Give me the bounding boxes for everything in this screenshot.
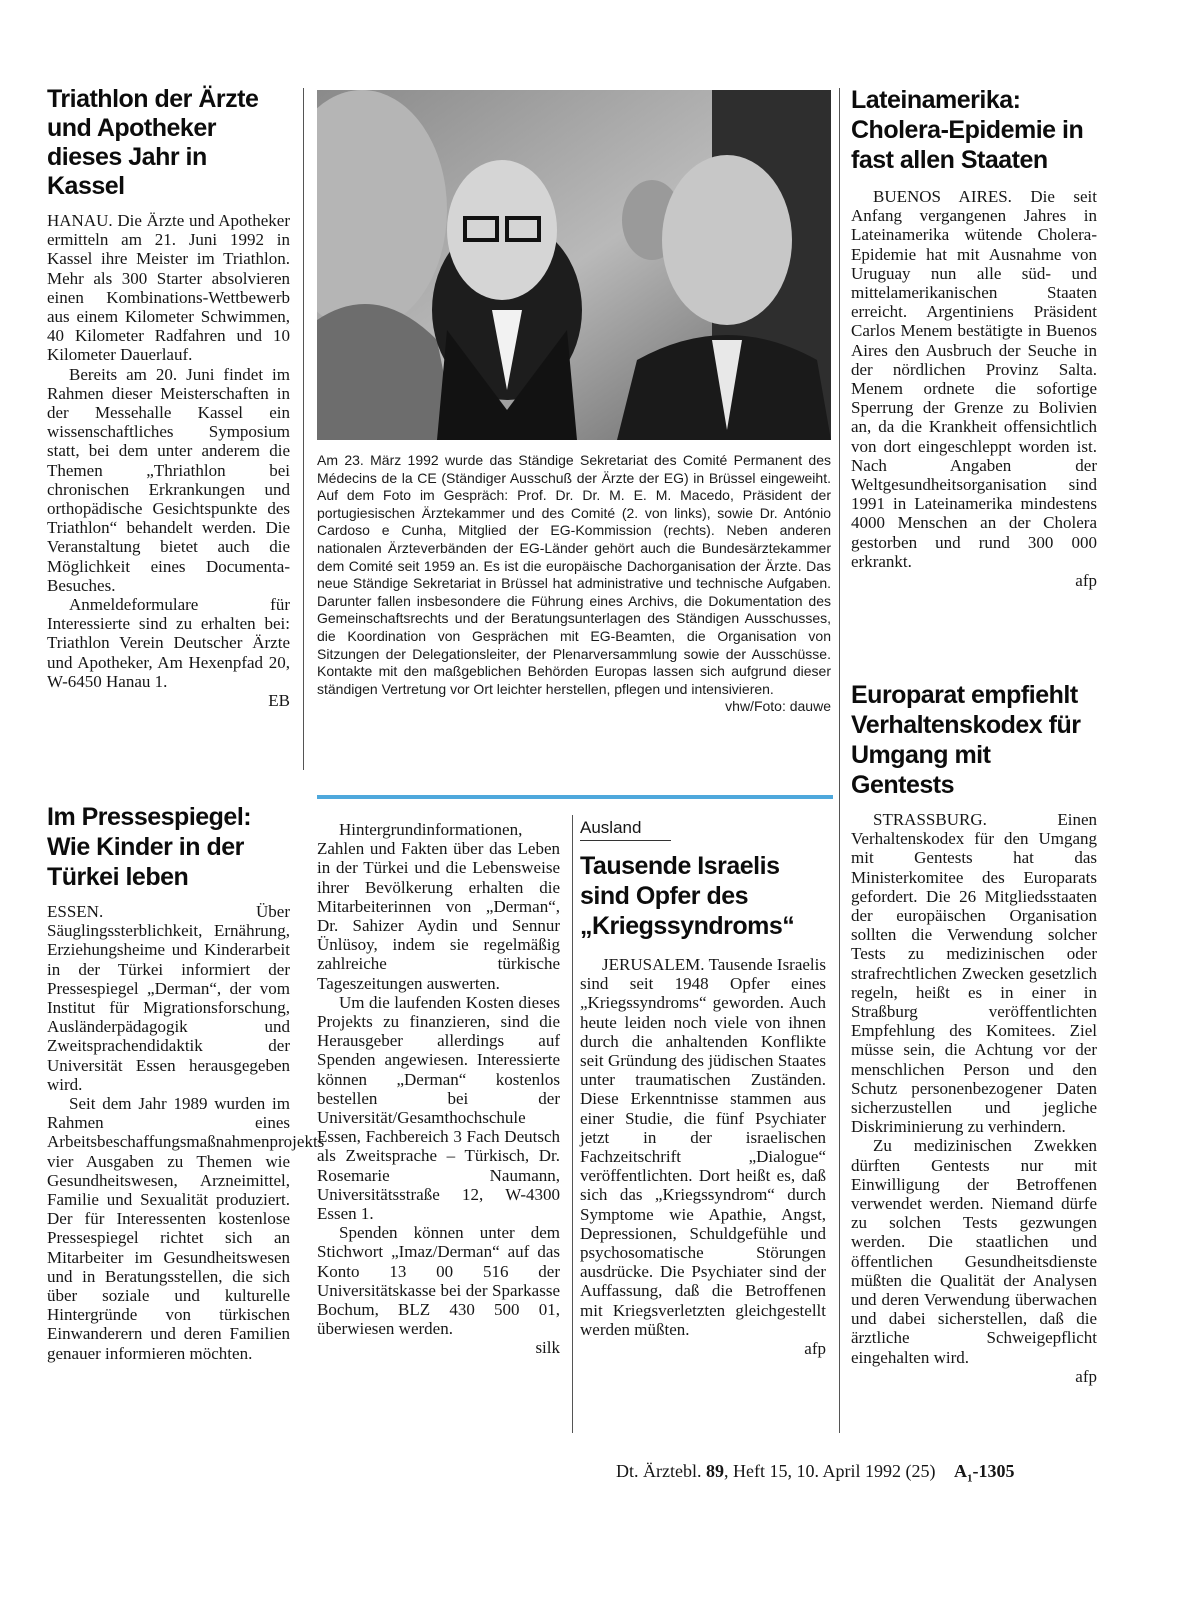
- caption-text: Am 23. März 1992 wurde das Ständige Sekretariat des Comité Permanent des Médecins de la CE (Ständiger Ausschuß der Ärzte der EG) in Brüssel eingeweiht. Auf dem Foto im Gespräch: Prof. Dr. Dr. M. E. M. Macedo, Präsident der portugiesischen Ärztekammer und des Comité (2. von links), sowie Dr. António Cardoso e Cunha, Mitglied der EG-Kommission (rechts). Neben anderen nationalen Ärzteverbänden der EG-Länder gehört auch die Bundesärztekammer dem Comité seit 1959 an. Es ist die europäische Dachorganisation der Ärzte. Das neue Ständige Sekretariat in Brüssel hat administrative und technische Aufgaben. Darunter fallen insbesondere die Führung eines Archivs, die Dokumentation des Gemeinschaftsrechts und der Beratungsunterlagen des Ständigen Ausschusses, die Koordination von Gesprächen mit EG-Beamten, die Organisation von Sitzungen der Delegationsleiter, der Plenarversammlung sowie der Ausschüsse. Kontakte mit den maßgeblichen Behörden Europas lassen sich aufgrund dieser ständigen Vertretung vor Ort leichter herstellen, pflegen und intensivieren.: [317, 452, 831, 697]
- headline-triathlon: Triathlon der Ärzte und Apotheker dieses Jahr in Kassel: [47, 85, 259, 200]
- paragraph: HANAU. Die Ärzte und Apotheker ermitteln am 21. Juni 1992 in Kassel ihre Meister im Triathlon. Mehr als 300 Starter absolvieren einen Kombinations-Wettbewerb aus einem Kilometer Schwimmen, 40 Kilometer Radfahren und 10 Kilometer Dauerlauf.: [47, 211, 290, 365]
- signature: silk: [535, 1338, 560, 1358]
- footer-volume: 89: [705, 1461, 724, 1481]
- footer-page-letter: A: [953, 1461, 967, 1481]
- blue-divider: [317, 795, 833, 799]
- paragraph: Spenden können unter dem Stichwort „Imaz/Derman“ auf das Konto 13 00 516 der Universitätskasse bei der Sparkasse Bochum, BLZ 430 500 01, überwiesen werden.: [317, 1223, 560, 1339]
- body-pressespiegel: [47, 902, 325, 1363]
- body-triathlon: [47, 211, 290, 710]
- paragraph: Hintergrundinformationen, Zahlen und Fakten über das Leben in der Türkei und die Lebensweise ihrer Bevölkerung erhalten die Mitarbeiterinnen von „Derman“, Dr. Sahizer Aydin und Sennur Ünlüsoy, indem sie regelmäßig zahlreiche türkische Tageszeitungen auswerten.: [317, 820, 560, 993]
- photo-caption-block: [317, 452, 831, 716]
- article-europarat: [851, 680, 1097, 1386]
- headline-pressespiegel: Im Pressespiegel: Wie Kinder in der Türkei leben: [47, 803, 252, 891]
- headline-europarat: Europarat empfiehlt Verhaltenskodex für Umgang mit Gentests: [851, 681, 1081, 799]
- footer-page-sub: 1: [966, 1472, 973, 1485]
- paragraph: BUENOS AIRES. Die seit Anfang vergangenen Jahres in Lateinamerika wütende Cholera-Epidemie hat mit Ausnahme von Uruguay nun alle süd- und mittelamerikanischen Staaten erreicht. Argentiniens Präsident Carlos Menem bestätigte in Buenos Aires den Ausbruch der Seuche in der nördlichen Provinz Salta. Menem ordnete die sofortige Sperrung der Grenze zu Bolivien an, da die Krankheit offensichtlich von dort eingeschleppt worden ist. Nach Angaben der Weltgesundheitsorganisation sind 1991 in Lateinamerika mindestens 4000 Menschen an der Cholera gestorben und rund 300 000 erkrankt.: [851, 187, 1097, 571]
- paragraph: JERUSALEM. Tausende Israelis sind seit 1948 Opfer eines „Kriegssyndroms“ geworden. Auch heute leiden noch viele von ihnen durch die anhaltenden Konflikte seit Gründung des jüdischen Staates unter traumatischen Zuständen. Diese Erkenntnisse stammen aus einer Studie, die fünf Psychiater jetzt in der israelischen Fachzeitschrift „Dialogue“ veröffentlichten. Dort heißt es, daß sich das „Kriegssyndrom“ durch Symptome wie Apathie, Angst, Depressionen, Schuldgefühle und psychosomatische Störungen ausdrücke. Die Psychiater sind der Auffassung, daß die Betroffenen mit Kriegsverletzten gleichgestellt werden müßten.: [580, 955, 826, 1339]
- paragraph: Anmeldeformulare für Interessierte sind zu erhalten bei: Triathlon Verein Deutscher Ärzte und Apotheker, Am Hexenpfad 20, W-6450 Hanau 1.: [47, 595, 290, 691]
- signature: afp: [1075, 571, 1097, 591]
- press-photo: [317, 90, 831, 440]
- signature: afp: [1075, 1366, 1097, 1386]
- section-label: Ausland: [580, 818, 671, 841]
- photo-image: [317, 90, 831, 440]
- paragraph: Um die laufenden Kosten dieses Projekts zu finanzieren, sind die Herausgeber allerdings auf Spenden angewiesen. Interessierte können „Derman“ kostenlos bestellen bei der Universität/Gesamthochschule Essen, Fachbereich 3 Fach Deutsch als Zweitsprache – Türkisch, Dr. Rosemarie Naumann, Universitätsstraße 12, W-4300 Essen 1.: [317, 992, 560, 1224]
- footer-page-number: [953, 1461, 1015, 1485]
- article-israel: [580, 818, 826, 1358]
- paragraph: Zu medizinischen Zwekken dürften Gentests nur mit Einwilligung der Betroffenen verwendet werden. Niemand dürfe zu solchen Tests gezwungen werden. Die staatlichen und öffentlichen Gesundheitsdienste müßten die Qualität der Analysen und deren Verwendung überwachen und dabei sicherstellen, daß die ärztliche Schweigepflicht eingehalten wird.: [851, 1136, 1097, 1367]
- body-europarat: [851, 810, 1097, 1386]
- paragraph: STRASSBURG. Einen Verhaltenskodex für den Umgang mit Gentests hat das Ministerkomitee des Europarats gefordert. Die 26 Mitgliedsstaaten der europäischen Organisation sollten die Verwendung solcher Tests zu medizinischen oder strafrechtlichen Zwecken gesetzlich regeln, heißt es in einer in Straßburg veröffentlichten Empfehlung des Komitees. Ziel müsse sein, die Achtung vor der menschlichen Person und den Schutz personenbezogener Daten sicherzustellen und jegliche Diskriminierung zu verhindern.: [851, 810, 1097, 1137]
- body-cholera: [851, 187, 1097, 590]
- photo-credit: vhw/Foto: dauwe: [725, 698, 831, 715]
- column-rule: [303, 88, 304, 770]
- footer-journal: Dt. Ärztebl.: [616, 1461, 702, 1481]
- paragraph: ESSEN. Über Säuglingssterblichkeit, Ernährung, Erziehungsheime und Kinderarbeit in der Türkei informiert der Pressespiegel „Derman“, der vom Institut für Migrationsforschung, Ausländerpädagogik und Zweitsprachendidaktik der Universität Essen herausgegeben wird.: [47, 902, 290, 1094]
- headline-israel: Tausende Israelis sind Opfer des „Kriegssyndroms“: [580, 852, 795, 940]
- body-israel: [580, 955, 826, 1358]
- footer-page-num: -1305: [972, 1461, 1015, 1481]
- signature: afp: [804, 1339, 826, 1359]
- body-pressespiegel-continued: [317, 820, 560, 1358]
- article-pressespiegel-continued: [317, 820, 560, 1358]
- article-cholera: [851, 85, 1097, 590]
- paragraph: Bereits am 20. Juni findet im Rahmen dieser Meisterschaften in der Messehalle Kassel ein wissenschaftliches Symposium statt, bei dem unter anderem die Themen „Thriathlon bei chronischen Erkrankungen und orthopädische Gesichtspunkte des Triathlon“ behandelt werden. Die Veranstaltung bietet auch die Möglichkeit eines Documenta-Besuches.: [47, 364, 290, 595]
- paragraph: Seit dem Jahr 1989 wurden im Rahmen eines Arbeitsbeschaffungsmaßnahmenprojekts vier Ausgaben zu Themen wie Gesundheitswesen, Arzneimittel, Familie und Sexualität produziert. Der für Interessenten kostenlose Pressespiegel richtet sich an Mitarbeiter im Gesundheitswesen und in Beratungsstellen, die sich über soziale und kulturelle Hintergründe von türkischen Einwanderern und deren Familien genauer informieren möchten.: [47, 1094, 325, 1363]
- page-footer: [616, 1461, 1014, 1485]
- column-rule: [839, 88, 840, 1433]
- signature: EB: [268, 691, 290, 711]
- article-pressespiegel: [47, 802, 325, 1363]
- article-triathlon: [47, 85, 290, 710]
- column-rule: [572, 815, 573, 1433]
- footer-issue-date: , Heft 15, 10. April 1992 (25): [723, 1461, 936, 1481]
- photo-caption: [317, 452, 831, 715]
- headline-cholera: Lateinamerika: Cholera-Epidemie in fast allen Staaten: [851, 86, 1084, 174]
